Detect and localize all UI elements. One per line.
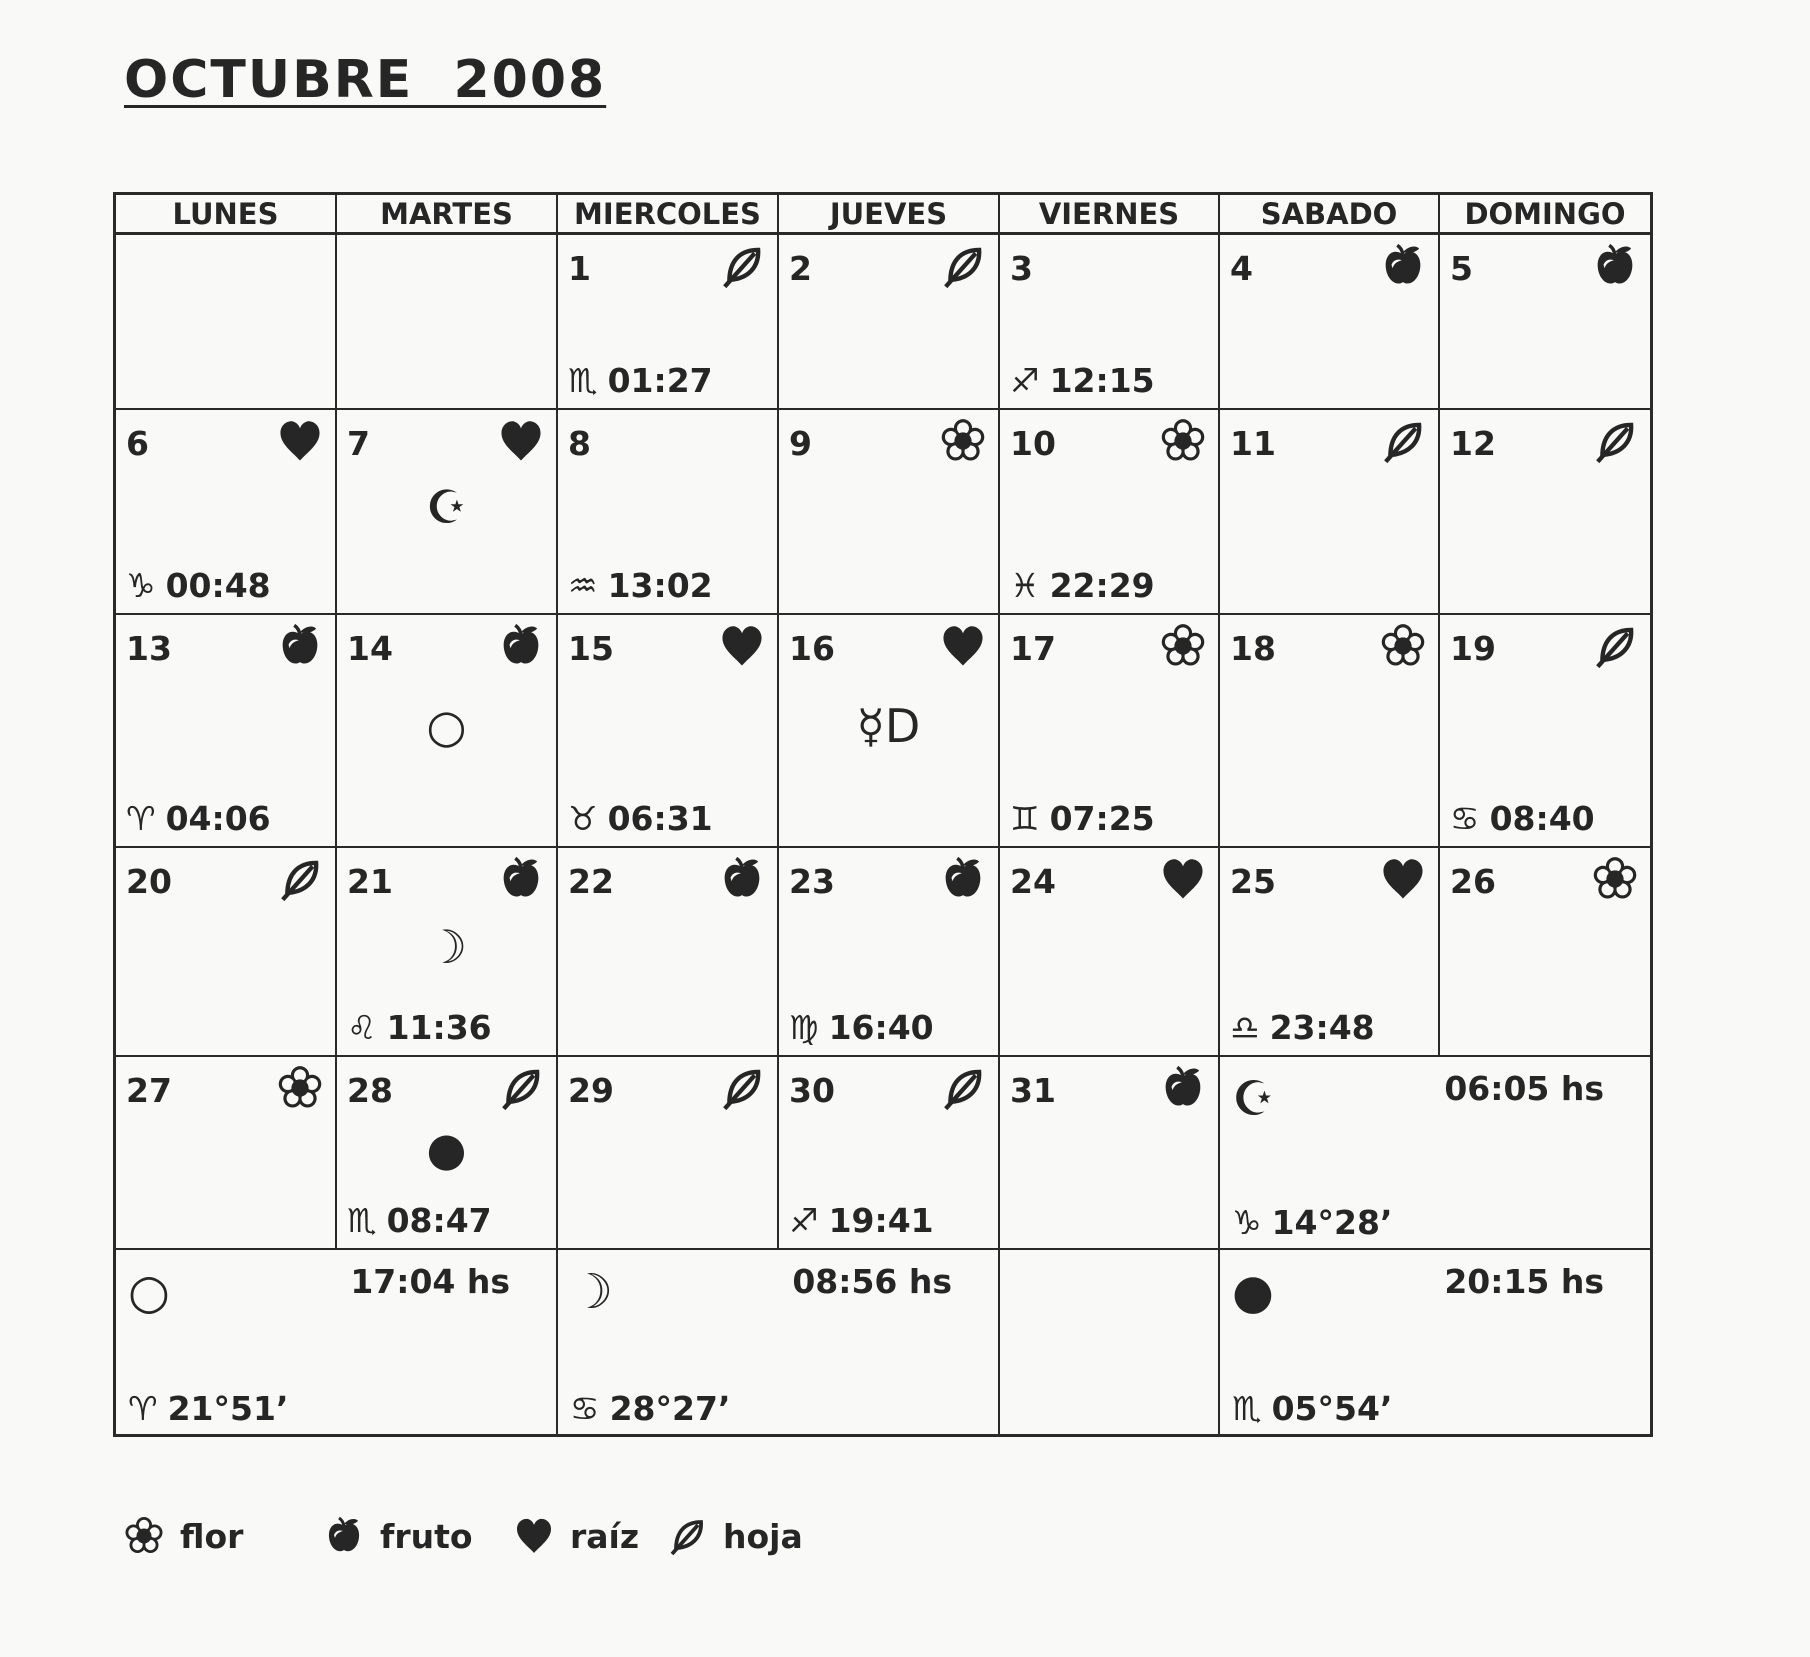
day-number: 31 <box>1010 1071 1056 1110</box>
zodiac-ingress <box>789 1008 934 1047</box>
day-number: 6 <box>126 424 149 463</box>
day-number: 9 <box>789 424 812 463</box>
fruto-icon <box>498 623 544 669</box>
moon-event-icon: ☿D <box>856 698 921 753</box>
day-cell <box>779 235 1000 410</box>
ingress-time: 08:40 <box>1489 799 1595 838</box>
fruto-icon <box>940 856 986 902</box>
flor-icon <box>1160 418 1206 464</box>
flor-icon <box>277 1065 323 1111</box>
legend-label: hoja <box>723 1516 803 1556</box>
zodiac-sign-icon: ♋ <box>570 1389 600 1428</box>
zodiac-sign-icon: ♈ <box>128 1389 158 1428</box>
calendar-title: OCTUBRE 2008 <box>124 50 607 110</box>
moon-phase-icon: ○ <box>128 1264 170 1320</box>
day-cell <box>558 615 779 848</box>
day-cell <box>558 1057 779 1250</box>
day-number: 19 <box>1450 629 1496 668</box>
day-cell <box>1440 410 1650 615</box>
day-number: 12 <box>1450 424 1496 463</box>
moon-event-icon: ☽ <box>425 920 468 975</box>
degree-value: 14°28’ <box>1271 1203 1393 1242</box>
day-cell <box>337 615 558 848</box>
flor-icon <box>1592 856 1638 902</box>
day-number: 17 <box>1010 629 1056 668</box>
day-cell <box>779 1057 1000 1250</box>
zodiac-ingress <box>568 566 713 605</box>
weekday-header: LUNES <box>116 195 337 235</box>
fruto-icon <box>1592 243 1638 289</box>
day-number: 28 <box>347 1071 393 1110</box>
day-cell <box>1220 615 1440 848</box>
day-cell <box>116 615 337 848</box>
raiz-icon <box>1160 856 1206 902</box>
hoja-icon <box>719 1065 765 1111</box>
weekday-header: DOMINGO <box>1440 195 1650 235</box>
raiz-icon <box>719 623 765 669</box>
moon-phase-time: 20:15 hs <box>1444 1262 1604 1301</box>
moon-phase-panel <box>558 1250 1000 1434</box>
zodiac-sign-icon: ♊ <box>1010 799 1040 838</box>
ingress-time: 23:48 <box>1269 1008 1375 1047</box>
zodiac-ingress <box>1450 799 1595 838</box>
day-cell <box>779 615 1000 848</box>
flor-icon <box>124 1516 164 1556</box>
day-cell <box>116 410 337 615</box>
day-number: 25 <box>1230 862 1276 901</box>
day-number: 27 <box>126 1071 172 1110</box>
day-number: 2 <box>789 249 812 288</box>
day-number: 16 <box>789 629 835 668</box>
zodiac-ingress <box>1010 799 1155 838</box>
day-number: 22 <box>568 862 614 901</box>
legend-label: flor <box>180 1516 244 1556</box>
fruto-icon <box>277 623 323 669</box>
day-cell <box>116 1057 337 1250</box>
zodiac-ingress <box>1010 566 1155 605</box>
day-number: 11 <box>1230 424 1276 463</box>
zodiac-sign-icon: ♍ <box>789 1008 819 1047</box>
moon-phase-icon: ☽ <box>570 1264 614 1320</box>
fruto-icon <box>1380 243 1426 289</box>
day-number: 1 <box>568 249 591 288</box>
calendar-grid <box>113 192 1653 1437</box>
moon-event-icon: ○ <box>426 698 467 753</box>
zodiac-sign-icon: ♐ <box>1010 361 1040 400</box>
day-number: 5 <box>1450 249 1473 288</box>
zodiac-sign-icon: ♓ <box>1010 566 1040 605</box>
hoja-icon <box>1592 623 1638 669</box>
ingress-time: 08:47 <box>386 1201 492 1240</box>
legend-item-raiz <box>514 1516 639 1556</box>
ingress-time: 01:27 <box>607 361 713 400</box>
fruto-icon <box>498 856 544 902</box>
raiz-icon <box>498 418 544 464</box>
moon-phase-time: 06:05 hs <box>1444 1069 1604 1108</box>
ingress-time: 13:02 <box>607 566 713 605</box>
weekday-header: SABADO <box>1220 195 1440 235</box>
day-cell <box>1000 615 1220 848</box>
day-cell <box>1440 235 1650 410</box>
day-cell <box>337 410 558 615</box>
day-cell <box>1000 1057 1220 1250</box>
zodiac-sign-icon: ♏ <box>347 1201 377 1240</box>
zodiac-sign-icon: ♐ <box>789 1201 819 1240</box>
day-cell <box>1220 235 1440 410</box>
day-number: 24 <box>1010 862 1056 901</box>
degree-value: 05°54’ <box>1271 1389 1393 1428</box>
ingress-time: 11:36 <box>386 1008 492 1047</box>
empty-day-cell <box>337 235 558 410</box>
day-cell <box>1000 848 1220 1057</box>
zodiac-sign-icon: ♑ <box>126 566 156 605</box>
weekday-header: MIERCOLES <box>558 195 779 235</box>
empty-cell <box>1000 1250 1220 1434</box>
zodiac-ingress <box>789 1201 934 1240</box>
weekday-header: VIERNES <box>1000 195 1220 235</box>
zodiac-sign-icon: ♋ <box>1450 799 1480 838</box>
day-cell <box>1220 410 1440 615</box>
moon-phase-position <box>128 1389 288 1428</box>
zodiac-sign-icon: ♏ <box>1232 1389 1262 1428</box>
day-number: 21 <box>347 862 393 901</box>
zodiac-ingress <box>347 1201 492 1240</box>
raiz-icon <box>514 1516 554 1556</box>
zodiac-ingress <box>347 1008 492 1047</box>
ingress-time: 07:25 <box>1049 799 1155 838</box>
raiz-icon <box>1380 856 1426 902</box>
day-number: 4 <box>1230 249 1253 288</box>
hoja-icon <box>719 243 765 289</box>
hoja-icon <box>277 856 323 902</box>
zodiac-ingress <box>126 799 271 838</box>
day-cell <box>337 848 558 1057</box>
moon-phase-time: 08:56 hs <box>792 1262 952 1301</box>
day-cell <box>1000 410 1220 615</box>
moon-phase-icon: ● <box>1232 1264 1274 1320</box>
fruto-icon <box>719 856 765 902</box>
day-number: 23 <box>789 862 835 901</box>
day-number: 10 <box>1010 424 1056 463</box>
flor-icon <box>940 418 986 464</box>
day-cell <box>558 410 779 615</box>
day-number: 26 <box>1450 862 1496 901</box>
zodiac-ingress <box>1230 1008 1375 1047</box>
empty-day-cell <box>116 235 337 410</box>
day-cell <box>1440 615 1650 848</box>
legend-item-flor <box>124 1516 243 1556</box>
raiz-icon <box>940 623 986 669</box>
day-number: 20 <box>126 862 172 901</box>
day-number: 15 <box>568 629 614 668</box>
moon-phase-panel <box>1220 1250 1650 1434</box>
hoja-icon <box>940 243 986 289</box>
zodiac-sign-icon: ♎ <box>1230 1008 1260 1047</box>
flor-icon <box>1380 623 1426 669</box>
ingress-time: 00:48 <box>165 566 271 605</box>
legend-item-hoja <box>667 1516 803 1556</box>
legend-label: fruto <box>380 1516 473 1556</box>
ingress-time: 12:15 <box>1049 361 1155 400</box>
moon-event-icon: ☪ <box>425 480 468 535</box>
moon-event-icon: ● <box>426 1121 467 1176</box>
hoja-icon <box>1592 418 1638 464</box>
day-number: 13 <box>126 629 172 668</box>
hoja-icon <box>667 1516 707 1556</box>
day-cell <box>779 410 1000 615</box>
moon-phase-icon: ☪ <box>1232 1071 1276 1127</box>
day-number: 18 <box>1230 629 1276 668</box>
zodiac-sign-icon: ♉ <box>568 799 598 838</box>
zodiac-sign-icon: ♑ <box>1232 1203 1262 1242</box>
legend-item-fruto <box>324 1516 473 1556</box>
degree-value: 21°51’ <box>167 1389 289 1428</box>
ingress-time: 22:29 <box>1049 566 1155 605</box>
zodiac-sign-icon: ♏ <box>568 361 598 400</box>
fruto-icon <box>324 1516 364 1556</box>
day-cell <box>116 848 337 1057</box>
day-number: 14 <box>347 629 393 668</box>
weekday-header: JUEVES <box>779 195 1000 235</box>
day-number: 30 <box>789 1071 835 1110</box>
hoja-icon <box>498 1065 544 1111</box>
day-number: 7 <box>347 424 370 463</box>
day-cell <box>1000 235 1220 410</box>
day-number: 8 <box>568 424 591 463</box>
day-cell <box>1220 848 1440 1057</box>
raiz-icon <box>277 418 323 464</box>
moon-phase-position <box>1232 1389 1392 1428</box>
degree-value: 28°27’ <box>609 1389 731 1428</box>
moon-phase-panel <box>1220 1057 1650 1250</box>
fruto-icon <box>1160 1065 1206 1111</box>
moon-phase-time: 17:04 hs <box>350 1262 510 1301</box>
ingress-time: 06:31 <box>607 799 713 838</box>
ingress-time: 19:41 <box>828 1201 934 1240</box>
day-cell <box>779 848 1000 1057</box>
zodiac-ingress <box>126 566 271 605</box>
flor-icon <box>1160 623 1206 669</box>
day-cell <box>337 1057 558 1250</box>
zodiac-ingress <box>1010 361 1155 400</box>
zodiac-sign-icon: ♒ <box>568 566 598 605</box>
day-number: 3 <box>1010 249 1033 288</box>
day-cell <box>558 848 779 1057</box>
zodiac-ingress <box>568 799 713 838</box>
hoja-icon <box>940 1065 986 1111</box>
legend-label: raíz <box>570 1516 640 1556</box>
day-cell <box>1440 848 1650 1057</box>
day-cell <box>558 235 779 410</box>
day-number: 29 <box>568 1071 614 1110</box>
ingress-time: 04:06 <box>165 799 271 838</box>
zodiac-sign-icon: ♌ <box>347 1008 377 1047</box>
moon-phase-panel <box>116 1250 558 1434</box>
weekday-header: MARTES <box>337 195 558 235</box>
zodiac-ingress <box>568 361 713 400</box>
moon-phase-position <box>1232 1203 1392 1242</box>
ingress-time: 16:40 <box>828 1008 934 1047</box>
hoja-icon <box>1380 418 1426 464</box>
moon-phase-position <box>570 1389 730 1428</box>
zodiac-sign-icon: ♈ <box>126 799 156 838</box>
